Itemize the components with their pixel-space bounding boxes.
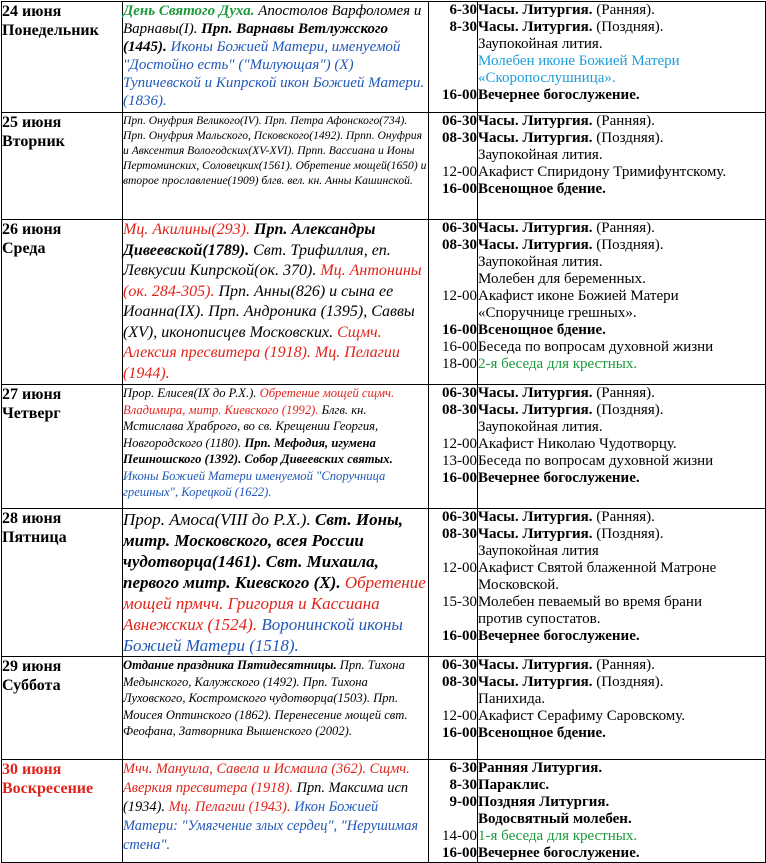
service-item [478,339,765,356]
text-segment: Прп. Максима исп (1934). [123,780,409,815]
text-segment: Беседа по вопросам духовной жизни [478,453,714,469]
service-item [478,147,765,164]
text-segment: Панихида. [478,691,546,707]
day-weekday: Четверг [2,405,61,422]
service-time [429,147,477,164]
saints-commemoration [123,760,429,863]
service-item [478,70,765,87]
day-date: 27 июня [2,386,62,403]
day-date: 30 июня [2,761,62,778]
service-item [478,674,765,691]
service-time [429,36,477,53]
service-item [478,220,765,237]
text-segment: «Скоропослушница». [478,70,616,86]
service-time: 06-30 [442,220,477,236]
day-date-cell [2,220,123,385]
service-time: 13-00 [442,453,477,469]
text-segment: (Ранняя). [592,2,655,18]
text-segment: Часы. Литургия. [478,402,593,418]
text-segment: Прп. Александры Дивеевской(1789). [123,221,376,259]
service-time: 08-30 [442,237,477,253]
service-item [478,436,765,453]
text-segment: Прор. Елисея(IX до Р.Х.). [123,386,260,400]
text-segment: Отдание праздника Пятидесятницы. [123,658,337,672]
text-segment: Заупокойная лития. [478,36,603,52]
text-segment: Апостолов Варфоломея и Варнавы(I). [123,3,422,37]
saints-commemoration [123,113,429,220]
service-list [478,220,766,385]
service-time: 6-30 [449,760,477,776]
service-time: 06-30 [442,385,477,401]
text-segment: Часы. Литургия. [478,113,593,129]
text-segment: (Поздняя). [592,237,664,253]
text-segment: Заупокойная лития. [478,254,603,270]
text-segment: Заупокойная лития. [478,147,603,163]
text-segment: Часы. Литургия. [478,526,593,542]
text-segment: Ранняя Литургия. [478,760,603,776]
text-segment: Молебен для беременных. [478,271,646,287]
text-segment: Мц. Акилины(293). [123,221,250,238]
service-time: 9-00 [449,794,477,810]
text-segment: Сщмч. Алексия пресвитера (1918). Мц. Пелагии (1944). [123,323,400,382]
saints-commemoration [123,657,429,760]
text-segment: Вечернее богослужение. [478,845,640,861]
saints-commemoration [123,220,429,385]
service-item [478,87,765,104]
service-times [429,2,478,113]
service-time: 18-00 [442,356,477,372]
day-weekday: Вторник [2,133,65,150]
text-segment: Часы. Литургия. [478,19,593,35]
text-segment: Всенощное бдение. [478,181,606,197]
service-times [429,509,478,657]
service-times [429,220,478,385]
text-segment: Свт. Трифиллия, еп. Левкусии Кипрской(ок. 370). [123,241,391,279]
service-item [478,470,765,487]
service-item [478,36,765,53]
service-time [429,419,477,436]
text-segment: (Поздняя). [592,402,664,418]
text-segment: Мчч. Мануила, Савела и Исмаила (362). Сщмч. Аверкия пресвитера (1918). [123,761,410,796]
text-segment: (Ранняя). [592,220,655,236]
service-item [478,845,765,862]
service-time [429,577,477,594]
service-time: 08-30 [442,130,477,146]
service-time: 12-00 [442,708,477,724]
service-time: 14-00 [442,828,477,844]
text-segment: (Поздняя). [592,526,664,542]
service-time [429,691,477,708]
service-item [478,53,765,70]
service-item [478,305,765,322]
text-segment: Часы. Литургия. [478,220,593,236]
service-item [478,453,765,470]
day-row [2,113,766,220]
service-time: 08-30 [442,526,477,542]
schedule-table [1,1,766,863]
text-segment: Иконы Божией Матери именуемой "Споручница грешных", Корецкой (1622). [123,468,386,499]
service-item [478,130,765,147]
text-segment: 2-я беседа для крестных. [478,356,638,372]
service-item [478,560,765,577]
text-segment: Молебен иконе Божией Матери [478,53,680,69]
service-time [429,254,477,271]
text-segment: Прп. Варнавы Ветлужского (1445). [123,21,389,55]
saints-commemoration [123,385,429,509]
day-weekday: Среда [2,240,46,257]
day-date-cell [2,2,123,113]
text-segment: Блгв. кн. Мстислава Храброго, во св. Крещении Георгия, Новгородского (1180). [123,402,379,450]
service-item [478,594,765,611]
service-time [429,70,477,87]
service-time: 06-30 [442,657,477,673]
service-time: 06-30 [442,509,477,525]
service-item [478,356,765,373]
service-time [429,305,477,322]
service-time: 8-30 [449,777,477,793]
text-segment: (Поздняя). [592,674,664,690]
text-segment: Прп. Анны(826) и сына ее Иоанна(IX). Прп. Андроника (1395), Саввы (XV), иконописцев Московских. [123,282,415,341]
day-date-cell [2,657,123,760]
text-segment: (Ранняя). [592,113,655,129]
service-time: 15-30 [442,594,477,610]
text-segment: Вечернее богослужение. [478,87,640,103]
service-list [478,509,766,657]
service-item [478,794,765,811]
service-time: 16-00 [442,845,477,861]
service-item [478,402,765,419]
text-segment: День Святого Духа. [123,3,255,19]
text-segment: Часы. Литургия. [478,130,593,146]
service-item [478,760,765,777]
service-time [429,543,477,560]
service-item [478,288,765,305]
day-date: 29 июня [2,658,62,675]
text-segment: Водосвятный молебен. [478,811,632,827]
text-segment: «Споручнице грешных». [478,305,637,321]
service-item [478,828,765,845]
text-segment: Заупокойная лития. [478,419,603,435]
service-time: 16-00 [442,322,477,338]
service-item [478,657,765,674]
text-segment: Часы. Литургия. [478,2,593,18]
service-item [478,628,765,645]
text-segment: Беседа по вопросам духовной жизни [478,339,714,355]
text-segment: Московской. [478,577,559,593]
text-segment: Всенощное бдение. [478,725,606,741]
day-date-cell [2,760,123,863]
text-segment: 1-я беседа для крестных. [478,828,638,844]
day-date: 24 июня [2,3,62,20]
service-times [429,385,478,509]
service-item [478,271,765,288]
day-weekday: Пятница [2,529,67,546]
service-time: 16-00 [442,181,477,197]
text-segment: Часы. Литургия. [478,509,593,525]
day-weekday: Воскресение [2,780,94,797]
service-item [478,708,765,725]
text-segment: Часы. Литургия. [478,657,593,673]
schedule-body [2,2,766,863]
text-segment: Обретение мощей сщмч. Владимира, митр. Киевского (1992). [123,386,395,417]
service-item [478,691,765,708]
text-segment: Часы. Литургия. [478,385,593,401]
day-weekday: Понедельник [2,22,99,39]
text-segment: Вечернее богослужение. [478,628,640,644]
service-item [478,254,765,271]
text-segment: Прор. Амоса(VIII до Р.Х.). [123,510,315,529]
text-segment: Прп. Онуфрия Великого(IV). Прп. Петра Афонского(734). Прп. Онуфрия Мальского, Псковского(1492). Прпп. Онуфрия и Авксентия Вологодских(XV-XVI). Прпп. Вассиана и Ионы Пертоминских, Соловецких(1561). Обретение мощей(1650) и второе прославление(1909) блгв. вел. кн. Анны Кашинской. [123,114,427,187]
service-item [478,322,765,339]
service-time: 12-00 [442,436,477,452]
text-segment: Часы. Литургия. [478,674,593,690]
text-segment: (Ранняя). [592,509,655,525]
day-row [2,385,766,509]
text-segment: Всенощное бдение. [478,322,606,338]
service-time [429,271,477,288]
service-item [478,2,765,19]
service-list [478,113,766,220]
day-date: 28 июня [2,510,62,527]
text-segment: Заупокойная лития [478,543,599,559]
service-time [429,53,477,70]
text-segment: Акафист Николаю Чудотворцу. [478,436,677,452]
text-segment: Иконы Божией Матери, именуемой "Достойно есть" ("Милующая") (X) Тупичевской и Кипрской икон Божией Матери. (1836). [123,39,425,109]
service-item [478,19,765,36]
text-segment: Икон Божией Матери: "Умягчение злых сердец", "Нерушимая стена". [123,799,419,853]
service-item [478,725,765,742]
saints-commemoration [123,509,429,657]
day-date-cell [2,509,123,657]
saints-commemoration [123,2,429,113]
text-segment: Мц. Пелагии (1943). [168,799,291,815]
text-segment: (Поздняя). [592,19,664,35]
day-date-cell [2,113,123,220]
text-segment: против супостатов. [478,611,601,627]
service-time: 6-30 [449,2,477,18]
text-segment: Часы. Литургия. [478,237,593,253]
day-row [2,220,766,385]
service-time: 16-00 [442,628,477,644]
service-item [478,611,765,628]
service-item [478,509,765,526]
service-item [478,385,765,402]
service-item [478,526,765,543]
service-list [478,2,766,113]
text-segment: Акафист иконе Божией Матери [478,288,679,304]
day-date: 25 июня [2,114,62,131]
text-segment: Прп. Тихона Медынского, Калужского (1492). Прп. Тихона Луховского, Костромского чудотворца(1503). Прп. Моисея Оптинского (1862). Перенесение мощей свт. Феофана, Затворника Вышенского (2002). [123,658,408,738]
service-times [429,760,478,863]
service-time: 16-00 [442,725,477,741]
service-time [429,611,477,628]
text-segment: Акафист Серафиму Саровскому. [478,708,686,724]
service-time: 06-30 [442,113,477,129]
service-list [478,760,766,863]
text-segment: Мц. Антонины (ок. 284-305). [123,262,422,300]
service-time: 12-00 [442,560,477,576]
service-time: 12-00 [442,288,477,304]
day-row [2,2,766,113]
text-segment: Прп. Мефодия, игумена Пешношского (1392). Собор Дивеевских святых. [123,435,393,466]
text-segment: Акафист Святой блаженной Матроне [478,560,717,576]
service-item [478,777,765,794]
text-segment: Молебен певаемый во время брани [478,594,702,610]
service-times [429,657,478,760]
service-time: 12-00 [442,164,477,180]
service-item [478,543,765,560]
text-segment: Параклис. [478,777,550,793]
service-item [478,181,765,198]
text-segment: Акафист Спиридону Тримифунтскому. [478,164,727,180]
service-time: 08-30 [442,402,477,418]
text-segment: (Поздняя). [592,130,664,146]
service-list [478,385,766,509]
service-time: 8-30 [449,19,477,35]
day-row [2,760,766,863]
text-segment: (Ранняя). [592,657,655,673]
service-item [478,113,765,130]
text-segment: Поздняя Литургия. [478,794,610,810]
day-row [2,657,766,760]
service-item [478,419,765,436]
service-times [429,113,478,220]
service-item [478,577,765,594]
service-item [478,164,765,181]
service-time: 16-00 [442,87,477,103]
text-segment: (Ранняя). [592,385,655,401]
day-row [2,509,766,657]
service-item [478,237,765,254]
day-date: 26 июня [2,221,62,238]
day-date-cell [2,385,123,509]
service-time: 16-00 [442,339,477,355]
text-segment: Вечернее богослужение. [478,470,640,486]
day-weekday: Суббота [2,677,61,694]
text-segment: Воронинской иконы Божией Матери (1518). [123,615,403,655]
service-time: 08-30 [442,674,477,690]
service-list [478,657,766,760]
text-segment: Свт. Ионы, митр. Московского, всея России чудотворца(1461). Свт. Михаила, первого митр. Киевского (X). [123,510,404,592]
text-segment: Обретение мощей прмчч. Григория и Кассиана Авнежских (1524). [123,573,426,634]
service-time: 16-00 [442,470,477,486]
